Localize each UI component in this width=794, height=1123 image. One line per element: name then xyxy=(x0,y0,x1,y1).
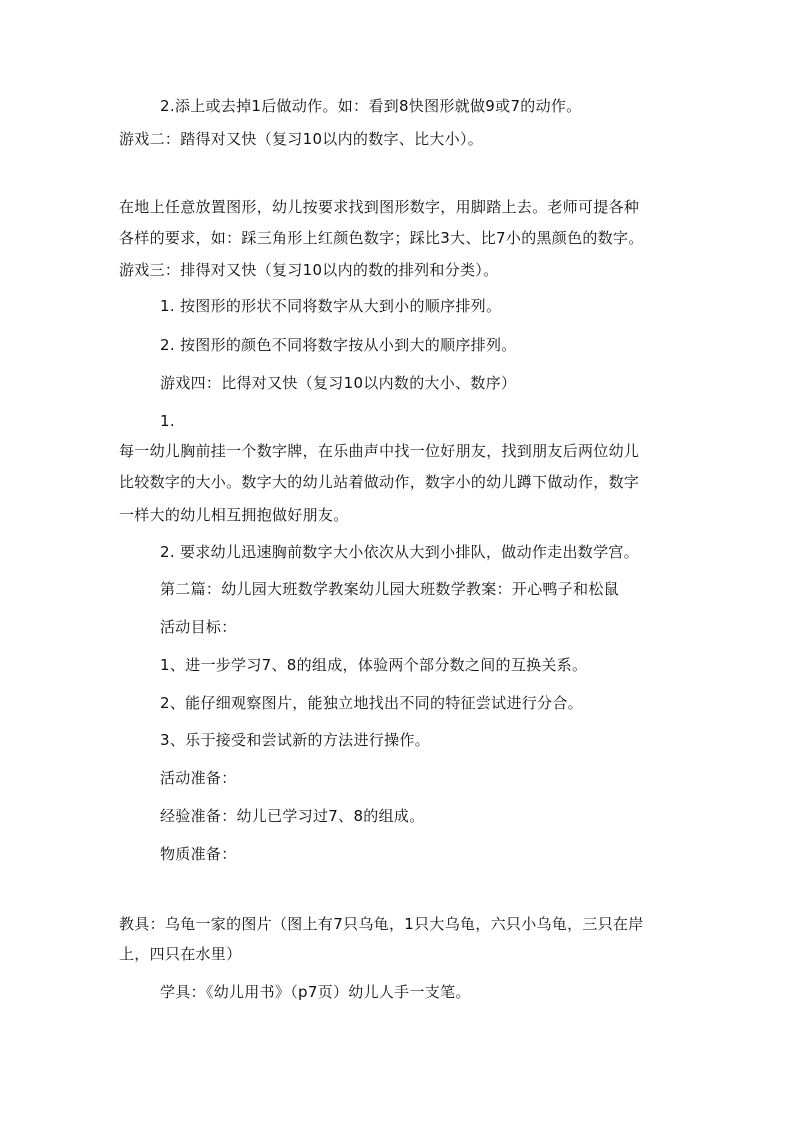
teaching-aid-line-1: 教具：乌龟一家的图片（图上有7只乌龟，1只大乌龟，六只小乌龟，三只在岸 xyxy=(119,915,644,933)
game-three-heading: 游戏三：排得对又快（复习10以内的数的排列和分类）。 xyxy=(119,261,499,279)
learning-aid: 学具：《幼儿用书》（p7页）幼儿人手一支笔。 xyxy=(160,983,471,1001)
teaching-aid-line-2: 上，四只在水里） xyxy=(119,945,242,963)
game-four-step-1-line-1: 每一幼儿胸前挂一个数字牌，在乐曲声中找一位好朋友，找到朋友后两位幼儿 xyxy=(119,442,640,460)
activity-goals-heading: 活动目标： xyxy=(160,618,237,636)
section-two-title: 第二篇：幼儿园大班数学教案幼儿园大班数学教案：开心鸭子和松鼠 xyxy=(160,580,620,598)
game-two-heading: 游戏二：踏得对又快（复习10以内的数字、比大小）。 xyxy=(119,130,484,148)
game-three-step-1: 1. 按图形的形状不同将数字从大到小的顺序排列。 xyxy=(160,297,502,315)
game-four-step-1-line-2: 比较数字的大小。数字大的幼儿站着做动作，数字小的幼儿蹲下做动作，数字 xyxy=(119,473,640,491)
game-one-rule-2: 2.添上或去掉1后做动作。如：看到8快图形就做9或7的动作。 xyxy=(160,97,582,115)
material-prep-heading: 物质准备： xyxy=(160,845,237,863)
activity-goal-3: 3、乐于接受和尝试新的方法进行操作。 xyxy=(160,731,430,749)
game-two-description-line-2: 各样的要求，如：踩三角形上红颜色数字；踩比3大、比7小的黑颜色的数字。 xyxy=(119,229,644,247)
game-four-step-1-number: 1. xyxy=(160,412,175,430)
game-two-description-line-1: 在地上任意放置图形，幼儿按要求找到图形数字，用脚踏上去。老师可提各种 xyxy=(119,198,640,216)
game-four-step-1-line-3: 一样大的幼儿相互拥抱做好朋友。 xyxy=(119,506,349,524)
game-four-heading: 游戏四：比得对又快（复习10以内数的大小、数序） xyxy=(160,374,517,392)
game-four-step-2: 2. 要求幼儿迅速胸前数字大小依次从大到小排队，做动作走出数学宫。 xyxy=(160,543,639,561)
activity-goal-2: 2、能仔细观察图片，能独立地找出不同的特征尝试进行分合。 xyxy=(160,694,583,712)
activity-goal-1: 1、进一步学习7、8的组成，体验两个部分数之间的互换关系。 xyxy=(160,656,588,674)
experience-prep: 经验准备：幼儿已学习过7、8的组成。 xyxy=(160,807,425,825)
game-three-step-2: 2. 按图形的颜色不同将数字按从小到大的顺序排列。 xyxy=(160,336,517,354)
activity-prep-heading: 活动准备： xyxy=(160,769,237,787)
